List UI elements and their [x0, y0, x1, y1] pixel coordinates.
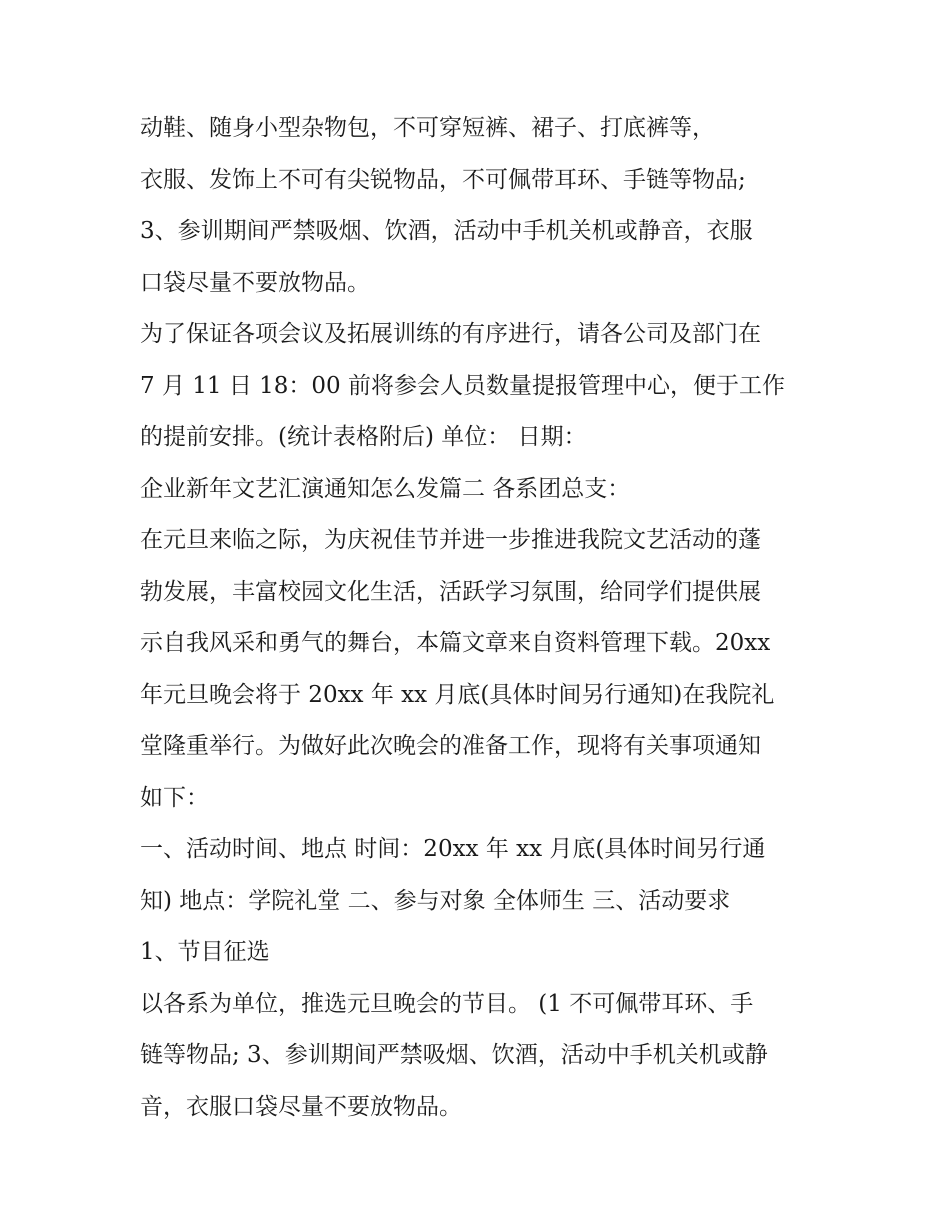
- text-line: 知) 地点：学院礼堂 二、参与对象 全体师生 三、活动要求: [140, 887, 731, 914]
- document-body: [140, 103, 820, 1133]
- text-line: 动鞋、随身小型杂物包，不可穿短裤、裙子、打底裤等，: [140, 115, 715, 141]
- text-line: 一、活动时间、地点 时间：20xx 年 xx 月底(具体时间另行通: [140, 836, 766, 862]
- text-line: 的提前安排。(统计表格附后) 单位： 日期：: [140, 424, 587, 450]
- text-line: 如下：: [140, 784, 209, 811]
- list-item-heading: 1、节目征选: [140, 939, 270, 965]
- text-line: 为了保证各项会议及拓展训练的有序进行，请各公司及部门在: [140, 321, 761, 347]
- text-line: 在元旦来临之际，为庆祝佳节并进一步推进我院文艺活动的蓬: [140, 527, 761, 553]
- text-line: 堂隆重举行。为做好此次晚会的准备工作，现将有关事项通知: [140, 733, 761, 759]
- text-line: 7 月 11 日 18：00 前将参会人员数量提报管理中心，便于工作: [140, 372, 785, 399]
- text-line: 链等物品; 3、参训期间严禁吸烟、饮酒，活动中手机关机或静: [140, 1042, 768, 1068]
- section-heading: 企业新年文艺汇演通知怎么发篇二 各系团总支：: [140, 475, 631, 502]
- text-line: 示自我风采和勇气的舞台，本篇文章来自资料管理下载。20xx: [140, 630, 771, 656]
- text-line: 衣服、发饰上不可有尖锐物品，不可佩带耳环、手链等物品;: [140, 166, 746, 193]
- text-line: 年元旦晚会将于 20xx 年 xx 月底(具体时间另行通知)在我院礼: [140, 681, 775, 708]
- text-line: 音，衣服口袋尽量不要放物品。: [140, 1093, 462, 1120]
- text-line: 口袋尽量不要放物品。: [140, 269, 370, 296]
- text-line: 勃发展，丰富校园文化生活，活跃学习氛围，给同学们提供展: [140, 578, 761, 605]
- text-line: 3、参训期间严禁吸烟、饮酒，活动中手机关机或静音，衣服: [140, 218, 753, 244]
- text-line: 以各系为单位，推选元旦晚会的节目。 (1 不可佩带耳环、手: [140, 990, 754, 1017]
